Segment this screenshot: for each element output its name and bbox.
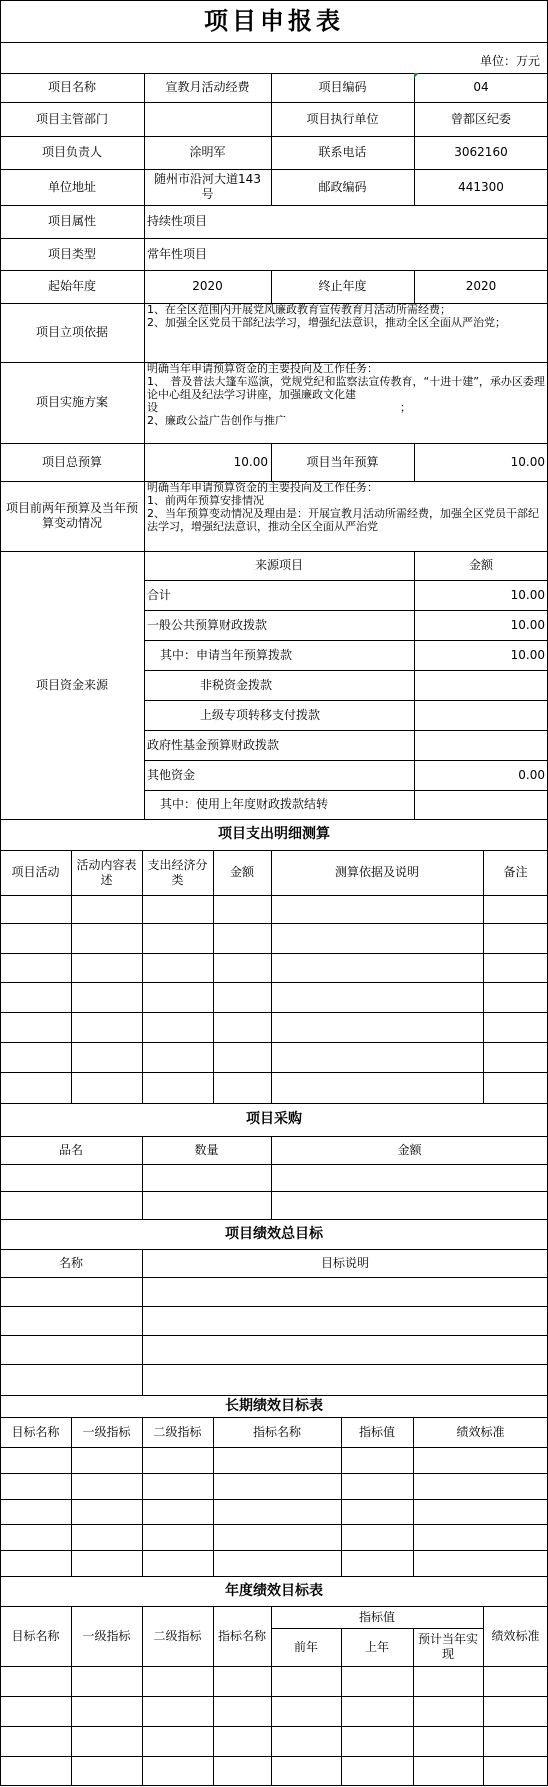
annual-header: 指标名称 [217, 1628, 266, 1643]
funding-row-amount: 10.00 [510, 617, 545, 632]
owner-value: 涂明军 [189, 145, 226, 159]
project-name: 宣教月活动经费 [165, 80, 250, 94]
long-term-section-title: 长期绩效目标表 [225, 1397, 323, 1414]
owner-label: 项目负责人 [41, 145, 102, 159]
total-value: 10.00 [233, 454, 268, 469]
plan-value: 明确当年申请预算资金的主要投向及工作任务： 1、 普及普法大篷车巡演，党规党纪和监察法宣传教育，“十进十建”，承办区委理论中心组及纪法学习讲座，加强廉政文化建设 ； 2、廉政公益广告创作与推广 [147, 362, 545, 427]
end-label: 终止年度 [318, 279, 367, 293]
funding-row-label: 合计 [147, 587, 172, 602]
total-label: 项目总预算 [41, 454, 102, 469]
expense-header: 备注 [503, 865, 528, 879]
annual-header: 目标名称 [11, 1628, 60, 1643]
expense-header: 金额 [229, 865, 254, 879]
funding-row-amount [414, 730, 548, 760]
project-code: 04 [473, 80, 489, 94]
perf-total-header: 目标说明 [320, 1255, 369, 1270]
funding-row-label: 其中：申请当年预算拨款 [160, 647, 293, 662]
dept-label: 项目主管部门 [35, 111, 108, 126]
attr-label: 项目属性 [47, 214, 96, 228]
funding-row-amount [414, 790, 548, 819]
long-term-header: 指标值 [358, 1424, 395, 1439]
funding-row-amount [414, 670, 548, 700]
procurement-header: 金额 [397, 1142, 422, 1157]
annual-header-value: 指标值 [358, 1609, 395, 1624]
funding-row-label: 政府性基金预算财政拨款 [147, 737, 280, 752]
perf-total-section-title: 项目绩效总目标 [225, 1225, 323, 1242]
expense-header: 测算依据及说明 [334, 865, 419, 879]
annual-subheader: 上年 [364, 1639, 389, 1654]
attr-value: 持续性项目 [147, 214, 208, 228]
basis-label: 项目立项依据 [35, 325, 108, 339]
zip-value: 441300 [458, 179, 504, 194]
funding-row-amount: 10.00 [510, 647, 545, 662]
expense-header: 支出经济分类 [147, 857, 208, 887]
long-term-header: 绩效标准 [456, 1424, 505, 1439]
long-term-header: 目标名称 [11, 1424, 60, 1439]
annual-subheader: 前年 [293, 1639, 318, 1654]
exec-label: 项目执行单位 [306, 111, 379, 126]
funding-row-amount: 0.00 [518, 767, 545, 782]
expense-header: 活动内容表述 [76, 857, 137, 887]
annual-section-title: 年度绩效目标表 [225, 1582, 323, 1599]
funding-row-amount [414, 700, 548, 730]
expense-header: 项目活动 [11, 865, 60, 879]
funding-header-source: 来源项目 [254, 558, 303, 572]
type-label: 项目类型 [47, 246, 96, 261]
end-value: 2020 [465, 279, 497, 293]
annual-header: 二级指标 [153, 1628, 202, 1643]
funding-row-label: 其中：使用上年度财政拨款结转 [160, 797, 329, 811]
year-budget-value: 10.00 [510, 454, 545, 469]
long-term-header: 一级指标 [82, 1424, 131, 1439]
phone-label: 联系电话 [318, 145, 367, 159]
phone-value: 3062160 [454, 145, 508, 159]
expense-section-title: 项目支出明细测算 [218, 826, 330, 842]
long-term-header: 指标名称 [252, 1424, 301, 1439]
annual-header: 一级指标 [82, 1628, 131, 1643]
basis-value: 1、在全区范围内开展党风廉政教育宣传教育月活动所需经费； 2、加强全区党员干部纪法学习，增强纪法意识，推动全区全面从严治党； [147, 303, 506, 329]
annual-subheader: 预计当年实现 [417, 1632, 478, 1661]
annual-header: 绩效标准 [491, 1628, 540, 1643]
perf-total-header: 名称 [58, 1255, 83, 1270]
change-value: 明确当年申请预算资金的主要投向及工作任务： 1、前两年预算安排情况 2、当年预算变动情况及理由是：开展宣教月活动所需经费，加强全区党员干部纪法学习，增强纪法意识，推动全区全面从严治党 [147, 481, 539, 533]
exec-value: 曾都区纪委 [450, 111, 511, 126]
procurement-section-title: 项目采购 [246, 1111, 302, 1127]
long-term-header: 二级指标 [153, 1424, 202, 1439]
funding-row-amount: 10.00 [510, 587, 545, 602]
funding-row-label: 上级专项转移支付拨款 [200, 707, 321, 722]
procurement-header: 品名 [58, 1142, 83, 1157]
funding-row-label: 非税资金拨款 [200, 677, 273, 692]
funding-row-label: 一般公共预算财政拨款 [147, 617, 268, 632]
name-label: 项目名称 [47, 80, 96, 94]
unit-label: 单位：万元 [479, 54, 540, 68]
procurement-header: 数量 [194, 1142, 219, 1157]
zip-label: 邮政编码 [318, 179, 367, 194]
address-label: 单位地址 [47, 179, 96, 194]
plan-label: 项目实施方案 [35, 395, 108, 409]
address-value: 随州市沿河大道143 号 [154, 172, 261, 201]
code-label: 项目编码 [318, 80, 367, 94]
funding-header-amount: 金额 [468, 558, 493, 572]
page-title: 项目申报表 [204, 6, 344, 35]
funding-label: 项目资金来源 [35, 677, 108, 692]
year-budget-label: 项目当年预算 [306, 454, 379, 469]
change-label: 项目前两年预算及当年预算变动情况 [5, 501, 138, 530]
dept-value [144, 102, 271, 136]
start-value: 2020 [192, 279, 223, 293]
start-label: 起始年度 [47, 279, 96, 293]
type-value: 常年性项目 [147, 246, 208, 261]
funding-row-label: 其他资金 [147, 767, 196, 782]
